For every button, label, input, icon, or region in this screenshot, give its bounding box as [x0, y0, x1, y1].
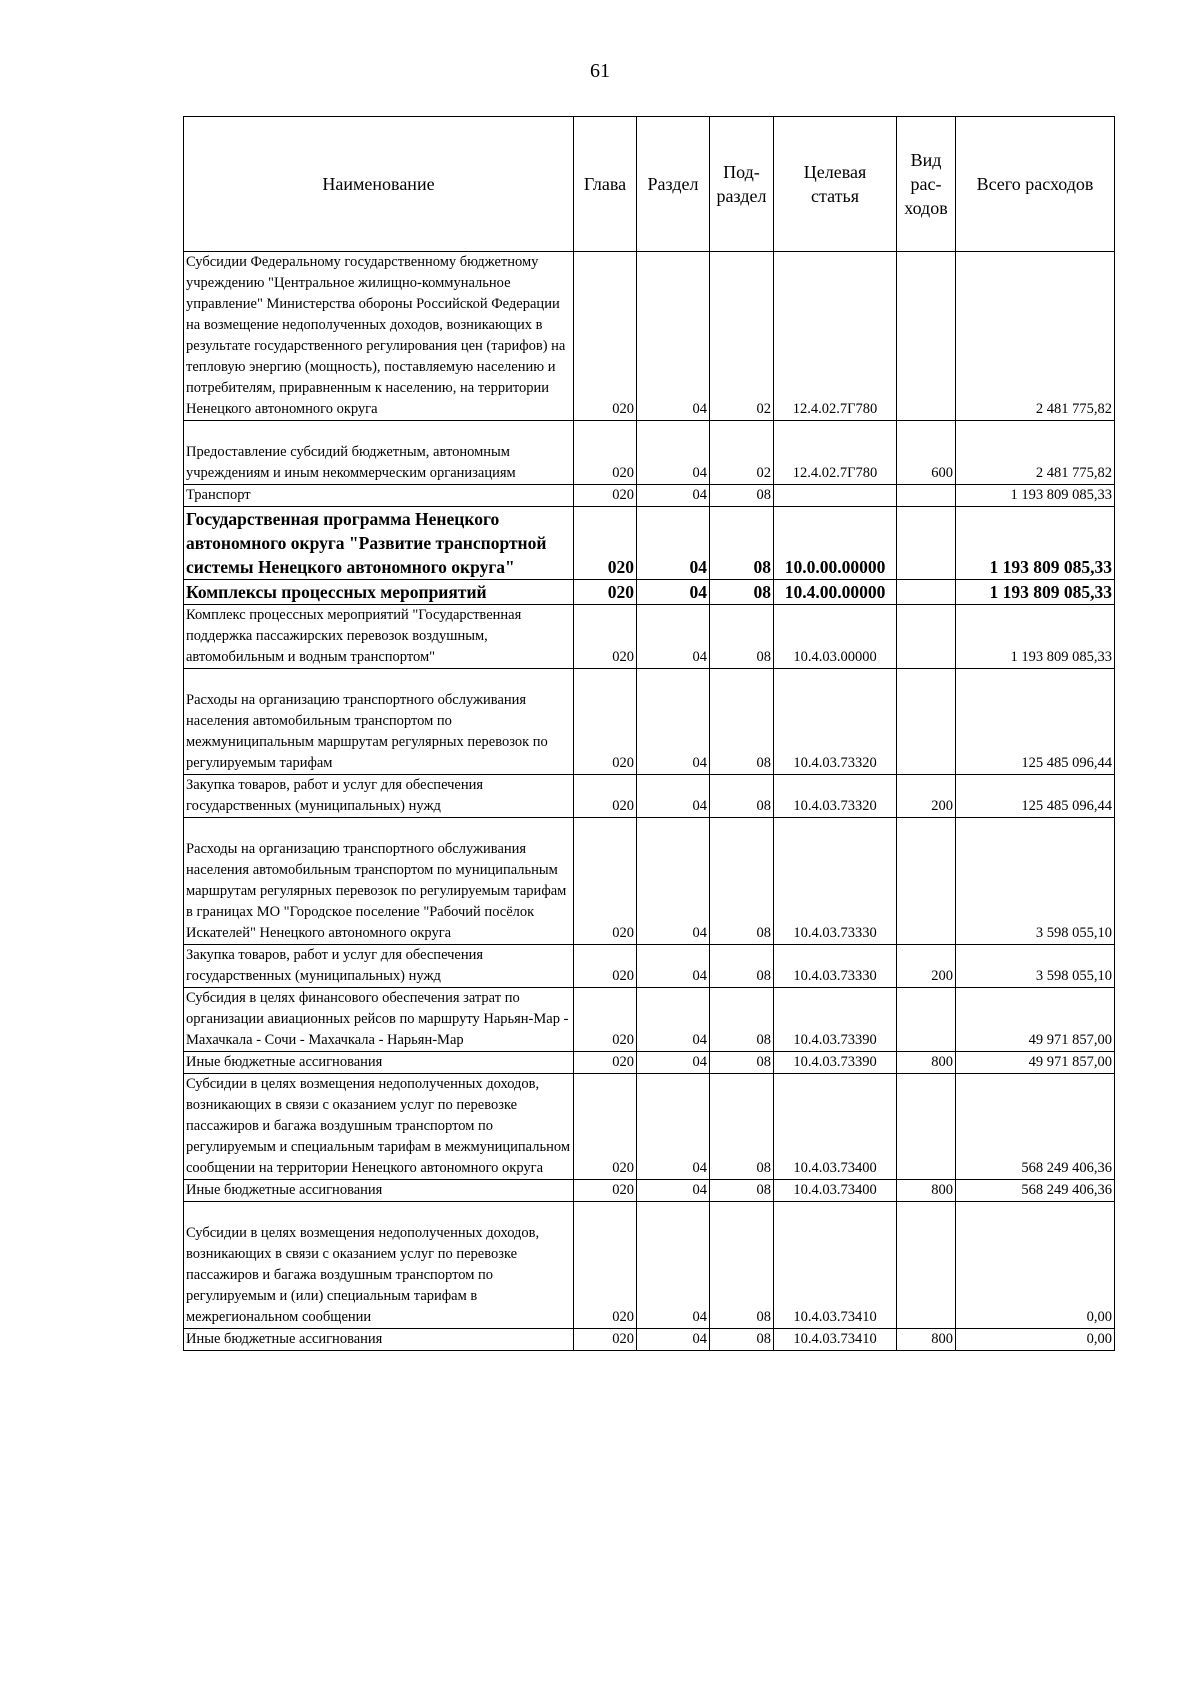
- row-razdel: 04: [637, 669, 710, 775]
- row-razdel: 04: [637, 580, 710, 605]
- row-razdel: 04: [637, 988, 710, 1052]
- row-total: 1 193 809 085,33: [956, 507, 1115, 580]
- table-row: [184, 1180, 1115, 1202]
- row-glava: 020: [574, 252, 637, 421]
- row-razdel: 04: [637, 818, 710, 945]
- row-vid: 600: [897, 421, 956, 485]
- row-stat: 10.4.03.73400: [774, 1074, 897, 1180]
- row-glava: 020: [574, 580, 637, 605]
- table-row: [184, 669, 1115, 775]
- row-razdel: 04: [637, 421, 710, 485]
- row-podrazdel: 02: [710, 252, 774, 421]
- row-glava: 020: [574, 507, 637, 580]
- row-vid: [897, 818, 956, 945]
- row-podrazdel: 08: [710, 1180, 774, 1202]
- row-total: 1 193 809 085,33: [956, 580, 1115, 605]
- row-name: Комплекс процессных мероприятий "Государственная поддержка пассажирских перевозок воздушным, автомобильным и водным транспортом": [184, 605, 574, 669]
- row-glava: 020: [574, 775, 637, 818]
- row-name: Субсидии Федеральному государственному бюджетному учреждению "Центральное жилищно-коммунальное управление" Министерства обороны Российской Федерации на возмещение недополученных доходов, возникающих в результате государственного регулирования цен (тарифов) на тепловую энергию (мощность), поставляемую населению и потребителям, приравненным к населению, на территории Ненецкого автономного округа: [184, 252, 574, 421]
- row-name: Комплексы процессных мероприятий: [184, 580, 574, 605]
- row-glava: 020: [574, 945, 637, 988]
- row-glava: 020: [574, 988, 637, 1052]
- header-name: Наименование: [184, 117, 574, 252]
- row-stat: 12.4.02.7Г780: [774, 421, 897, 485]
- row-vid: 800: [897, 1052, 956, 1074]
- row-total: 3 598 055,10: [956, 945, 1115, 988]
- row-razdel: 04: [637, 945, 710, 988]
- row-vid: [897, 988, 956, 1052]
- row-podrazdel: 08: [710, 945, 774, 988]
- row-vid: [897, 669, 956, 775]
- page-number: 61: [590, 60, 610, 82]
- row-glava: 020: [574, 1329, 637, 1351]
- header-row: [184, 117, 1115, 252]
- row-stat: 10.4.03.73330: [774, 945, 897, 988]
- row-total: 568 249 406,36: [956, 1180, 1115, 1202]
- row-name: Закупка товаров, работ и услуг для обеспечения государственных (муниципальных) нужд: [184, 945, 574, 988]
- row-glava: 020: [574, 605, 637, 669]
- row-total: 49 971 857,00: [956, 988, 1115, 1052]
- row-stat: 10.4.03.00000: [774, 605, 897, 669]
- row-name: Закупка товаров, работ и услуг для обеспечения государственных (муниципальных) нужд: [184, 775, 574, 818]
- row-name: Расходы на организацию транспортного обслуживания населения автомобильным транспортом по межмуниципальным маршрутам регулярных перевозок по регулируемым тарифам: [184, 669, 574, 775]
- row-stat: 10.4.03.73410: [774, 1329, 897, 1351]
- row-name: Субсидии в целях возмещения недополученных доходов, возникающих в связи с оказанием услуг по перевозке пассажиров и багажа воздушным транспортом по регулируемым и специальным тарифам в межмуниципальном сообщении на территории Ненецкого автономного округа: [184, 1074, 574, 1180]
- row-stat: 10.4.03.73330: [774, 818, 897, 945]
- row-vid: 200: [897, 775, 956, 818]
- row-total: 125 485 096,44: [956, 669, 1115, 775]
- row-glava: 020: [574, 669, 637, 775]
- table-row: [184, 485, 1115, 507]
- header-total: Всего расходов: [956, 117, 1115, 252]
- budget-table: [183, 116, 1115, 1351]
- header-vid: Вид рас- ходов: [897, 117, 956, 252]
- row-glava: 020: [574, 485, 637, 507]
- row-total: 49 971 857,00: [956, 1052, 1115, 1074]
- row-razdel: 04: [637, 775, 710, 818]
- row-total: 125 485 096,44: [956, 775, 1115, 818]
- row-stat: 12.4.02.7Г780: [774, 252, 897, 421]
- row-vid: 800: [897, 1329, 956, 1351]
- row-podrazdel: 08: [710, 485, 774, 507]
- row-total: 2 481 775,82: [956, 421, 1115, 485]
- row-vid: 800: [897, 1180, 956, 1202]
- row-glava: 020: [574, 1202, 637, 1329]
- row-podrazdel: 08: [710, 988, 774, 1052]
- row-total: 1 193 809 085,33: [956, 605, 1115, 669]
- header-glava: Глава: [574, 117, 637, 252]
- row-razdel: 04: [637, 1180, 710, 1202]
- table-row: [184, 605, 1115, 669]
- row-name: Субсидии в целях возмещения недополученных доходов, возникающих в связи с оказанием услуг по перевозке пассажиров и багажа воздушным транспортом по регулируемым и (или) специальным тарифам в межрегиональном сообщении: [184, 1202, 574, 1329]
- row-stat: 10.4.00.00000: [774, 580, 897, 605]
- row-vid: [897, 252, 956, 421]
- header-stat: Целевая статья: [774, 117, 897, 252]
- row-name: Государственная программа Ненецкого автономного округа "Развитие транспортной системы Ненецкого автономного округа": [184, 507, 574, 580]
- row-podrazdel: 08: [710, 507, 774, 580]
- row-name: Иные бюджетные ассигнования: [184, 1329, 574, 1351]
- row-glava: 020: [574, 1074, 637, 1180]
- row-stat: 10.0.00.00000: [774, 507, 897, 580]
- row-razdel: 04: [637, 252, 710, 421]
- row-razdel: 04: [637, 605, 710, 669]
- row-razdel: 04: [637, 1052, 710, 1074]
- row-total: 0,00: [956, 1202, 1115, 1329]
- row-total: 2 481 775,82: [956, 252, 1115, 421]
- row-name: Субсидия в целях финансового обеспечения затрат по организации авиационных рейсов по маршруту Нарьян-Мар - Махачкала - Сочи - Махачкала - Нарьян-Мар: [184, 988, 574, 1052]
- row-razdel: 04: [637, 485, 710, 507]
- row-stat: 10.4.03.73320: [774, 775, 897, 818]
- row-vid: [897, 605, 956, 669]
- row-stat: [774, 485, 897, 507]
- table-row: [184, 1052, 1115, 1074]
- row-razdel: 04: [637, 1202, 710, 1329]
- table-row: [184, 988, 1115, 1052]
- row-podrazdel: 08: [710, 669, 774, 775]
- header-razdel: Раздел: [637, 117, 710, 252]
- row-podrazdel: 08: [710, 580, 774, 605]
- row-vid: [897, 1074, 956, 1180]
- table-row: [184, 775, 1115, 818]
- row-name: Иные бюджетные ассигнования: [184, 1180, 574, 1202]
- row-name: Транспорт: [184, 485, 574, 507]
- row-podrazdel: 08: [710, 1329, 774, 1351]
- row-vid: [897, 1202, 956, 1329]
- table-row: [184, 945, 1115, 988]
- row-stat: 10.4.03.73410: [774, 1202, 897, 1329]
- row-podrazdel: 08: [710, 818, 774, 945]
- row-razdel: 04: [637, 507, 710, 580]
- row-total: 568 249 406,36: [956, 1074, 1115, 1180]
- row-stat: 10.4.03.73390: [774, 1052, 897, 1074]
- row-glava: 020: [574, 421, 637, 485]
- table-row: [184, 1074, 1115, 1180]
- table-row: [184, 1329, 1115, 1351]
- row-podrazdel: 08: [710, 1052, 774, 1074]
- row-stat: 10.4.03.73390: [774, 988, 897, 1052]
- row-razdel: 04: [637, 1074, 710, 1180]
- row-podrazdel: 08: [710, 775, 774, 818]
- row-stat: 10.4.03.73400: [774, 1180, 897, 1202]
- row-podrazdel: 08: [710, 1202, 774, 1329]
- row-vid: 200: [897, 945, 956, 988]
- row-podrazdel: 08: [710, 605, 774, 669]
- row-podrazdel: 08: [710, 1074, 774, 1180]
- table-row: [184, 252, 1115, 421]
- row-glava: 020: [574, 1180, 637, 1202]
- table-row: [184, 507, 1115, 580]
- table-row: [184, 1202, 1115, 1329]
- header-podrazdel: Под- раздел: [710, 117, 774, 252]
- row-name: Иные бюджетные ассигнования: [184, 1052, 574, 1074]
- row-glava: 020: [574, 818, 637, 945]
- row-stat: 10.4.03.73320: [774, 669, 897, 775]
- row-vid: [897, 507, 956, 580]
- row-razdel: 04: [637, 1329, 710, 1351]
- table-row: [184, 580, 1115, 605]
- table-row: [184, 421, 1115, 485]
- row-name: Предоставление субсидий бюджетным, автономным учреждениям и иным некоммерческим организациям: [184, 421, 574, 485]
- row-name: Расходы на организацию транспортного обслуживания населения автомобильным транспортом по муниципальным маршрутам регулярных перевозок по регулируемым тарифам в границах МО "Городское поселение "Рабочий посёлок Искателей" Ненецкого автономного округа: [184, 818, 574, 945]
- row-vid: [897, 580, 956, 605]
- row-glava: 020: [574, 1052, 637, 1074]
- table-row: [184, 818, 1115, 945]
- row-total: 0,00: [956, 1329, 1115, 1351]
- row-total: 3 598 055,10: [956, 818, 1115, 945]
- row-total: 1 193 809 085,33: [956, 485, 1115, 507]
- row-vid: [897, 485, 956, 507]
- row-podrazdel: 02: [710, 421, 774, 485]
